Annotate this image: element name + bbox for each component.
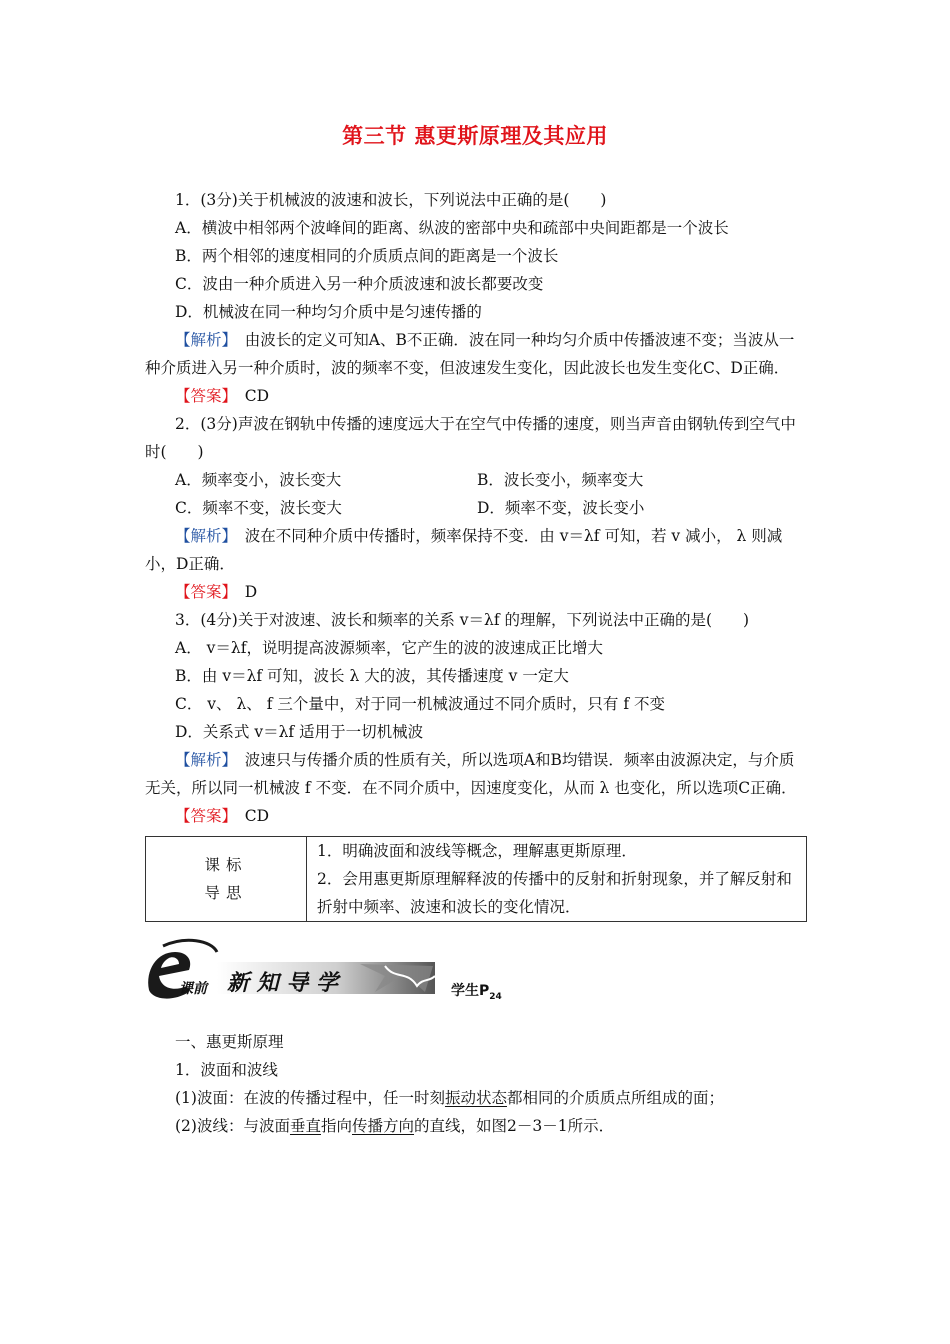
ray-text-a: (2)波线：与波面	[175, 1117, 290, 1135]
q2-answer-text: D	[244, 583, 258, 601]
q1-option-d: D．机械波在同一种均匀介质中是匀速传播的	[175, 303, 482, 321]
page-title: 第三节 惠更斯原理及其应用	[342, 124, 608, 148]
subsection-heading: 1．波面和波线	[175, 1061, 278, 1079]
goals-item-1: 1．明确波面和波线等概念，理解惠更斯原理．	[317, 842, 637, 860]
banner-small-label: 课前	[179, 981, 207, 997]
wavefront-underline: 振动状态	[444, 1089, 507, 1107]
q3-analysis-text: 波速只与传播介质的性质有关，所以选项A和B均错误．频率由波源决定，与介质无关，所以同一机械波 f 不变．在不同介质中，因速度变化，从而 λ 也变化，所以选项C正确．	[145, 751, 797, 797]
analysis-label: 【解析】	[175, 527, 230, 545]
student-page-ref-text: 学生P	[451, 983, 490, 999]
section-banner	[145, 936, 807, 1014]
wavefront-definition	[145, 1084, 807, 1112]
q2-option-c: C．频率不变，波长变大	[175, 499, 342, 517]
q1-analysis	[145, 326, 807, 382]
goals-label-2: 导思	[204, 884, 248, 902]
q3-option-a: A． v＝λf，说明提高波源频率，它产生的波的波速成正比增大	[175, 639, 603, 657]
q3-answer-text: CD	[244, 807, 270, 825]
ray-underline-1: 垂直	[289, 1117, 321, 1135]
section-heading: 一、惠更斯原理	[175, 1033, 284, 1051]
ray-text-c: 的直线，如图2－3－1所示．	[414, 1117, 615, 1135]
q3-option-c: C． v、 λ、 f 三个量中，对于同一机械波通过不同介质时，只有 f 不变	[175, 695, 665, 713]
q1-option-a: A．横波中相邻两个波峰间的距离、纵波的密部中央和疏部中央间距都是一个波长	[175, 219, 729, 237]
student-page-ref	[451, 980, 502, 1002]
q2-options-row-1	[145, 466, 807, 494]
q3-analysis	[145, 746, 807, 802]
ray-underline-2: 传播方向	[352, 1117, 415, 1135]
q1-stem: 1．(3分)关于机械波的波速和波长，下列说法中正确的是( )	[175, 191, 607, 209]
q3-answer	[145, 802, 807, 830]
q2-answer	[145, 578, 807, 606]
analysis-label: 【解析】	[175, 331, 230, 349]
q2-option-d: D．频率不变，波长变小	[477, 499, 645, 517]
q1-answer-text: CD	[244, 387, 270, 405]
q2-option-a: A．频率变小，波长变大	[175, 471, 342, 489]
ray-text-b: 指向	[320, 1117, 352, 1135]
section-content	[145, 1028, 807, 1140]
content-body	[145, 186, 807, 1140]
q1-answer	[145, 382, 807, 410]
answer-label: 【答案】	[175, 583, 230, 601]
q3-option-d: D．关系式 v＝λf 适用于一切机械波	[175, 723, 424, 741]
goals-text-cell	[307, 837, 807, 922]
wavefront-text-b: 都相同的介质质点所组成的面；	[506, 1089, 724, 1107]
q2-analysis-text: 波在不同种介质中传播时，频率保持不变．由 v＝λf 可知，若 v 减小， λ 则减小，D正确．	[145, 527, 783, 573]
goals-label-cell	[146, 837, 307, 922]
q2-options-row-2	[145, 494, 807, 522]
wavefront-text-a: (1)波面：在波的传播过程中，任一时刻	[175, 1089, 445, 1107]
q2-option-b: B．波长变小，频率变大	[477, 471, 644, 489]
q1-option-c: C．波由一种介质进入另一种介质波速和波长都要改变	[175, 275, 544, 293]
analysis-label: 【解析】	[175, 751, 230, 769]
wave-ray-definition	[145, 1112, 807, 1140]
q2-stem: 2．(3分)声波在钢轨中传播的速度远大于在空气中传播的速度，则当声音由钢轨传到空气中时( )	[145, 415, 796, 461]
banner-main-title: 新 知 导 学	[227, 970, 338, 996]
goals-item-2: 2．会用惠更斯原理解释波的传播中的反射和折射现象，并了解反射和折射中频率、波速和波长的变化情况．	[317, 870, 792, 916]
learning-goals-table	[145, 836, 807, 922]
q3-option-b: B．由 v＝λf 可知，波长 λ 大的波，其传播速度 v 一定大	[175, 667, 569, 685]
answer-label: 【答案】	[175, 807, 230, 825]
q3-stem: 3．(4分)关于对波速、波长和频率的关系 v＝λf 的理解，下列说法中正确的是( )	[175, 611, 750, 629]
q1-option-b: B．两个相邻的速度相同的介质质点间的距离是一个波长	[175, 247, 559, 265]
goals-label-1: 课标	[204, 856, 248, 874]
q2-analysis	[145, 522, 807, 578]
q1-analysis-text: 由波长的定义可知A、B不正确．波在同一种均匀介质中传播波速不变；当波从一种介质进入另一种介质时，波的频率不变，但波速发生变化，因此波长也发生变化C、D正确．	[145, 331, 795, 377]
student-page-ref-sub: 24	[489, 991, 502, 1002]
answer-label: 【答案】	[175, 387, 230, 405]
